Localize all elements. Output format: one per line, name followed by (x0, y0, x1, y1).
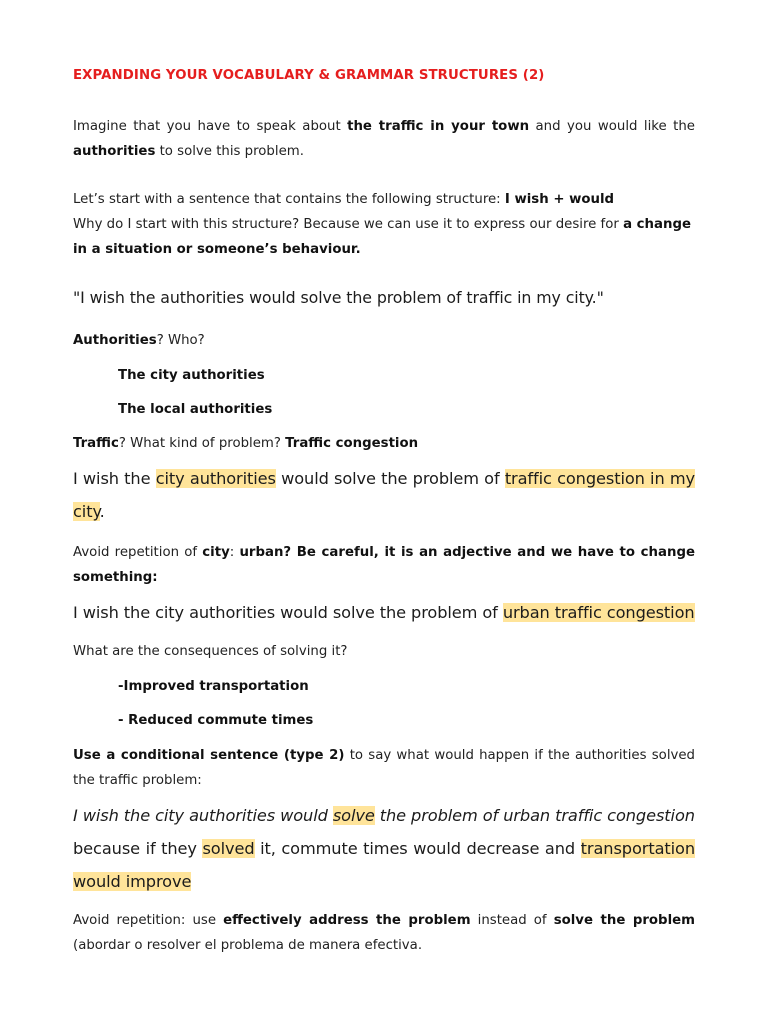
text: ? What kind of problem? (118, 436, 286, 451)
intro-paragraph (73, 114, 695, 164)
text: Avoid repetition: use (73, 913, 224, 928)
bold-text: a change in a situation or someone’s behaviour. (73, 217, 691, 257)
bold-text: Traffic (73, 436, 119, 451)
avoid-repetition-paragraph-2 (73, 908, 695, 958)
bold-text: authorities (73, 144, 156, 159)
text: to solve this problem. (155, 144, 304, 159)
bold-text: -Improved transportation (118, 679, 309, 694)
consequence-item-1 (118, 674, 740, 699)
bold-text: Traffic congestion (285, 436, 419, 451)
structure-paragraph (73, 187, 695, 262)
text: : (229, 545, 240, 560)
text: Let’s start with a sentence that contains the following structure: (73, 192, 505, 207)
highlighted-text: city authorities (155, 469, 276, 488)
avoid-repetition-paragraph-1 (73, 540, 695, 590)
bold-text: I wish + would (504, 192, 615, 207)
text: Avoid repetition of (73, 545, 203, 560)
consequence-item-2 (118, 708, 740, 733)
conditional-paragraph (73, 743, 695, 793)
bold-text: The local authorities (118, 402, 273, 417)
bold-text: Use a conditional sentence (type 2) (73, 748, 345, 763)
quote-sentence-1: "I wish the authorities would solve the problem of traffic in my city." (73, 288, 604, 307)
example-sentence-4-line-2 (73, 832, 695, 898)
text: and you would like the (529, 119, 695, 134)
highlighted-text: transportation would improve (73, 839, 695, 891)
text: ? Who? (156, 333, 205, 348)
text: (abordar o resolver el problema de manera efectiva. (73, 938, 423, 953)
bold-text: solve the problem (553, 913, 695, 928)
highlighted-text: urban traffic congestion (502, 603, 695, 622)
example-sentence-4-line-1 (73, 799, 695, 832)
highlighted-text: solve (332, 806, 375, 825)
text: I wish the city authorities would (73, 806, 333, 825)
example-sentence-3 (73, 596, 695, 629)
bold-text: effectively address the problem (223, 913, 471, 928)
traffic-question (73, 431, 695, 456)
text: I wish the city authorities would solve the problem of (73, 603, 503, 622)
example-sentence-4 (73, 799, 695, 898)
bold-text: city (202, 545, 230, 560)
text: . (99, 502, 105, 521)
text: I wish the (73, 469, 156, 488)
highlighted-text: solved (202, 839, 255, 858)
bold-text: The city authorities (118, 368, 265, 383)
text: would solve the problem of (275, 469, 505, 488)
text: instead of (470, 913, 554, 928)
consequences-question: What are the consequences of solving it? (73, 644, 348, 659)
text: Imagine that you have to speak about (73, 119, 348, 134)
text: to say what would happen if the authorities solved the traffic problem: (73, 748, 695, 788)
option-local-authorities (118, 397, 740, 422)
bold-text: urban? Be careful, it is an adjective and we have to change something: (73, 545, 695, 585)
bold-text: Authorities (73, 333, 157, 348)
bold-text: - Reduced commute times (118, 713, 314, 728)
option-city-authorities (118, 363, 740, 388)
bold-text: the traffic in your town (347, 119, 530, 134)
authorities-question (73, 328, 695, 353)
text: it, commute times would decrease and (254, 839, 581, 858)
text: because if they (73, 839, 203, 858)
text: Why do I start with this structure? Because we can use it to express our desire for (73, 217, 624, 232)
highlighted-text: traffic congestion in my city (73, 469, 695, 521)
text: the problem of urban traffic congestion (374, 806, 695, 825)
page-title: EXPANDING YOUR VOCABULARY & GRAMMAR STRUCTURES (2) (73, 68, 545, 83)
example-sentence-2 (73, 462, 695, 528)
